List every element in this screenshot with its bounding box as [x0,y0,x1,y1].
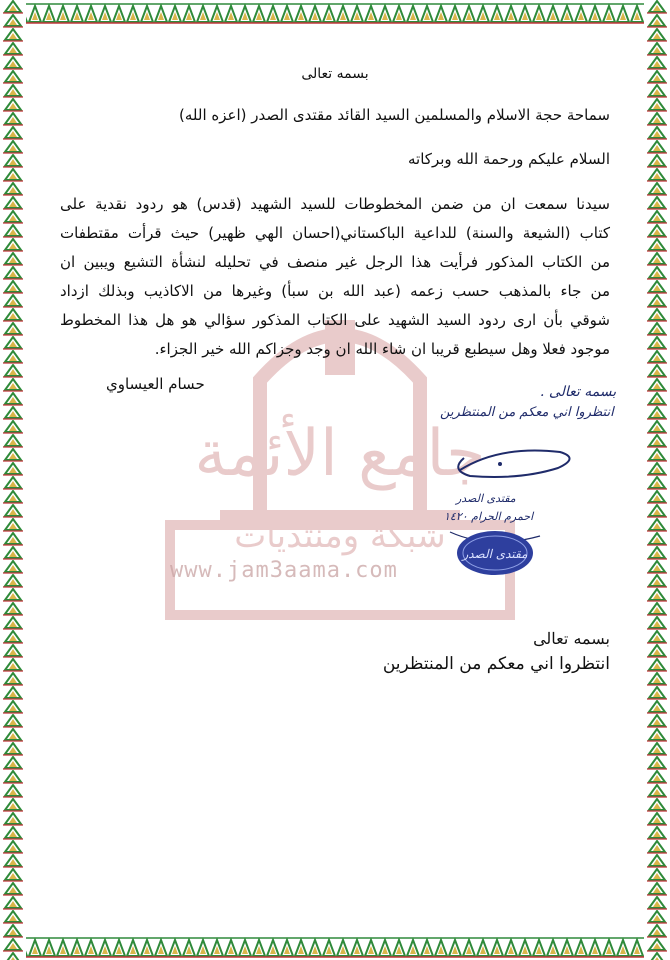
body-line: من الكتاب المذكور فرأيت هذا الرجل غير منصف في تحليله لنشأة التشيع ويبين ان [60,253,610,271]
decorative-border-left [0,0,26,960]
watermark-site-name: جامع الأئمة [194,417,486,491]
body-line: كتاب (الشيعة والسنة) للداعية الباكستاني(احسان الهي ظهير) حيث قرأت مقتطفات [60,224,610,242]
stamp-text: مقتدى الصدر [462,547,528,561]
body-line: شوقي بأن ارى ردود السيد الشهيد على الكتاب المذكور سؤالي هو هل هذا المخطوط [60,311,610,329]
handwritten-basmala: بسمه تعالى . [540,384,617,400]
decorative-border-right [644,0,670,960]
letter-addressee: سماحة حجة الاسلام والمسلمين السيد القائد مقتدى الصدر (اعزه الله) [179,106,610,124]
decorative-border-top [0,0,670,26]
signature-stroke [458,450,569,477]
letter-greeting: السلام عليكم ورحمة الله وبركاته [408,150,610,168]
handwritten-date: احمرم الحرام ١٤٢٠ [444,510,534,523]
border-pattern-bottom [0,934,670,960]
transcription-basmala: بسمه تعالى [533,629,610,648]
border-pattern-right [644,0,670,960]
transcription-reply: انتظروا اني معكم من المنتظرين [382,654,610,674]
watermark-subtitle: شبكة ومنتديات [234,516,446,556]
letter-body [60,190,610,364]
decorative-border-bottom [0,934,670,960]
border-pattern-top [0,0,670,26]
body-line: موجود فعلا وهل سيطبع قريبا ان شاء الله ان وجد وجزاكم الله خير الجزاء. [154,340,610,358]
handwritten-reply-text: انتظروا اني معكم من المنتظرين [440,405,614,420]
watermark-url: www.jam3aama.com [170,558,398,583]
letter-basmala: بسمه تعالى [301,66,369,82]
body-line: سيدنا سمعت ان من ضمن المخطوطات للسيد الشهيد (قدس) هو ردود نقدية على [60,195,610,213]
border-pattern-left [0,0,26,960]
handwritten-signature-name: مقتدى الصدر [456,492,516,505]
body-line: من جاء بالمذهب حسب زعمه (عبد الله بن سبأ) وغيرها من الاكاذيب وبذلك ازداد [60,282,610,300]
letter-sender: حسام العيساوي [106,375,205,393]
